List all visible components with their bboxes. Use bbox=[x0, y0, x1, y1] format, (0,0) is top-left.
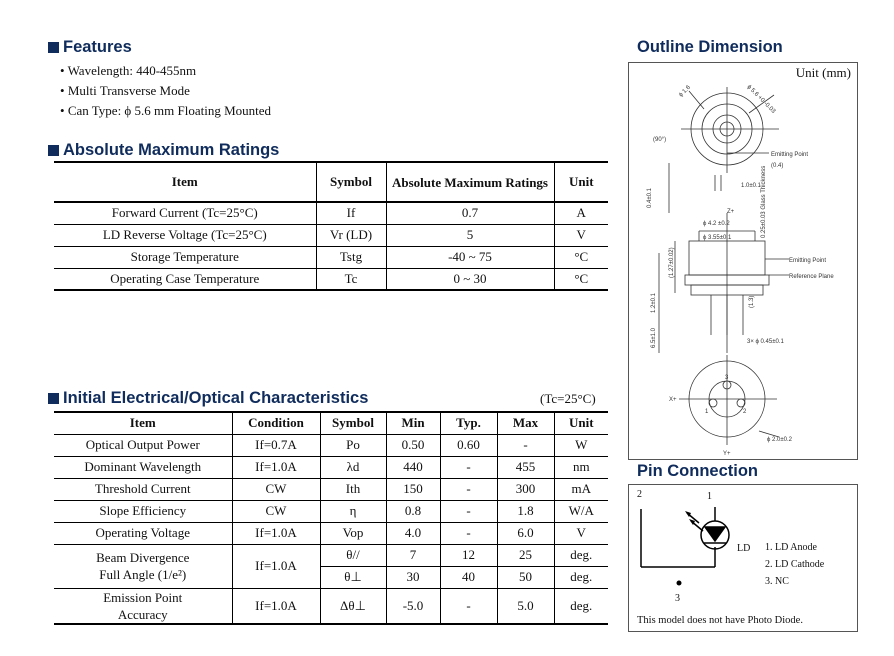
cell: deg. bbox=[554, 588, 608, 624]
cell bbox=[54, 588, 232, 624]
cell: 40 bbox=[440, 566, 497, 588]
cell: 0.7 bbox=[386, 202, 554, 224]
table-header-row bbox=[54, 412, 608, 434]
cell: Dominant Wavelength bbox=[54, 456, 232, 478]
dim-label: ϕ 1.6 bbox=[678, 84, 692, 99]
cell: 5 bbox=[386, 224, 554, 246]
cell: Optical Output Power bbox=[85, 437, 200, 452]
cell: If=1.0A bbox=[232, 544, 320, 588]
outline-drawing-box bbox=[628, 62, 858, 460]
cell: 0.8 bbox=[386, 500, 440, 522]
cell: 300 bbox=[497, 478, 554, 500]
features-list bbox=[60, 61, 271, 121]
cell: 440 bbox=[386, 456, 440, 478]
cell: Slope Efficiency bbox=[54, 500, 232, 522]
square-bullet-icon bbox=[48, 393, 59, 404]
header-cell: Absolute Maximum Ratings bbox=[386, 162, 554, 202]
cell: 0 ~ 30 bbox=[386, 268, 554, 290]
header-cell: Symbol bbox=[316, 162, 386, 202]
header-cell: Typ. bbox=[440, 412, 497, 434]
pin3-dot bbox=[677, 581, 682, 586]
cell: - bbox=[440, 588, 497, 624]
pin-legend bbox=[765, 539, 824, 590]
dim-label: (1.3) bbox=[749, 295, 755, 308]
cell: 0.60 bbox=[440, 434, 497, 456]
cell: Operating Case Temperature bbox=[54, 268, 316, 290]
cell: θ⊥ bbox=[320, 566, 386, 588]
legend-item: 2. LD Cathode bbox=[765, 559, 825, 570]
dim-label: 1 bbox=[705, 409, 709, 415]
dim-label: (90°) bbox=[653, 137, 667, 143]
cell: mA bbox=[554, 478, 608, 500]
amr-table bbox=[54, 161, 608, 291]
dim-label: (1.27±0.02) bbox=[669, 247, 675, 278]
header-cell: Max bbox=[497, 412, 554, 434]
cell: - bbox=[440, 522, 497, 544]
cell: λd bbox=[320, 456, 386, 478]
cell: If bbox=[316, 202, 386, 224]
pin-heading: Pin Connection bbox=[637, 462, 758, 480]
dim-label: 1.0±0.1 bbox=[741, 183, 761, 189]
cell bbox=[54, 544, 232, 588]
dim-label: Reference Plane bbox=[789, 274, 834, 280]
cell: Ith bbox=[320, 478, 386, 500]
table-row bbox=[54, 268, 608, 290]
cell: 1.8 bbox=[497, 500, 554, 522]
beam-line2: Full Angle (1/e²) bbox=[99, 567, 187, 582]
ld-label: LD bbox=[737, 543, 751, 554]
pin-diagram-box bbox=[628, 484, 858, 632]
cell: deg. bbox=[554, 566, 608, 588]
cell: If=1.0A bbox=[232, 522, 320, 544]
dim-label: ϕ 4.2 ±0.2 bbox=[703, 221, 730, 227]
dim-label: Z+ bbox=[727, 209, 735, 215]
cell: - bbox=[440, 456, 497, 478]
dim-label: Emitting Point bbox=[789, 258, 827, 264]
dim-label: 2 bbox=[743, 409, 747, 415]
cell: W/A bbox=[554, 500, 608, 522]
cell: θ// bbox=[320, 544, 386, 566]
header-cell: Symbol bbox=[320, 412, 386, 434]
cell: Δθ⊥ bbox=[320, 588, 386, 624]
table-row bbox=[54, 434, 608, 456]
cell: If=1.0A bbox=[232, 456, 320, 478]
cell: 455 bbox=[497, 456, 554, 478]
cell: W bbox=[554, 434, 608, 456]
table-row bbox=[54, 246, 608, 268]
cell: Vop bbox=[320, 522, 386, 544]
feature-item: • Wavelength: 440-455nm bbox=[60, 61, 271, 81]
dim-label: Y+ bbox=[723, 451, 731, 457]
cell: 7 bbox=[386, 544, 440, 566]
cell: Storage Temperature bbox=[54, 246, 316, 268]
table-row bbox=[54, 588, 608, 624]
cell: 4.0 bbox=[386, 522, 440, 544]
cell: V bbox=[554, 224, 608, 246]
dim-label: Emitting Point bbox=[771, 152, 809, 158]
cell: Forward Current (Tc=25°C) bbox=[111, 205, 258, 221]
cell: If=0.7A bbox=[232, 434, 320, 456]
cell: nm bbox=[554, 456, 608, 478]
cell: CW bbox=[232, 500, 320, 522]
cell: -40 ~ 75 bbox=[386, 246, 554, 268]
cell: 150 bbox=[386, 478, 440, 500]
ieoc-table bbox=[54, 411, 608, 625]
dim-label: ϕ 2.0±0.2 bbox=[767, 437, 793, 443]
cell: 0.50 bbox=[386, 434, 440, 456]
emission-line1: Emission Point bbox=[103, 589, 183, 605]
cell: - bbox=[497, 434, 554, 456]
dim-label: ϕ 5.6 +0 -0.03 bbox=[745, 84, 777, 115]
cell: 30 bbox=[386, 566, 440, 588]
cell: Tstg bbox=[316, 246, 386, 268]
emission-line2: Accuracy bbox=[117, 606, 168, 622]
amr-heading: Absolute Maximum Ratings bbox=[48, 141, 279, 160]
cell: If=1.0A bbox=[232, 588, 320, 624]
beam-line1: Beam Divergence bbox=[96, 550, 190, 565]
dim-label: (0.4) bbox=[771, 163, 784, 169]
dim-label: 1.2±0.1 bbox=[651, 293, 657, 313]
unit-label: Unit (mm) bbox=[795, 65, 851, 80]
dim-label: 0.25±0.03 Glass Thickness bbox=[761, 165, 767, 238]
outline-drawing bbox=[629, 63, 857, 459]
dim-label: 3 bbox=[725, 375, 729, 381]
dim-label: ϕ 3.55±0.1 bbox=[703, 235, 732, 241]
table-row bbox=[54, 202, 608, 224]
cell: Vr (LD) bbox=[316, 224, 386, 246]
table-header-row bbox=[54, 162, 608, 202]
pin3-label: 3 bbox=[675, 593, 680, 604]
cell: - bbox=[440, 500, 497, 522]
dim-label: 6.5±1.0 bbox=[651, 328, 657, 348]
table-row bbox=[54, 224, 608, 246]
table-row bbox=[54, 500, 608, 522]
cell: 6.0 bbox=[497, 522, 554, 544]
cell: Tc bbox=[316, 268, 386, 290]
header-cell: Min bbox=[386, 412, 440, 434]
table-row bbox=[54, 544, 608, 566]
cell: -5.0 bbox=[386, 588, 440, 624]
cell: °C bbox=[554, 246, 608, 268]
dim-label: 3× ϕ 0.45±0.1 bbox=[747, 339, 784, 345]
square-bullet-icon bbox=[48, 42, 59, 53]
cell: 12 bbox=[440, 544, 497, 566]
pin2-label: 2 bbox=[637, 489, 642, 500]
header-cell: Unit bbox=[554, 162, 608, 202]
cell: deg. bbox=[554, 544, 608, 566]
cell: °C bbox=[554, 268, 608, 290]
pin1-label: 1 bbox=[707, 491, 712, 502]
header-cell: Unit bbox=[554, 412, 608, 434]
cell: CW bbox=[232, 478, 320, 500]
cell: 50 bbox=[497, 566, 554, 588]
table-row bbox=[54, 456, 608, 478]
cell: η bbox=[320, 500, 386, 522]
legend-item: 1. LD Anode bbox=[765, 542, 817, 553]
header-cell: Condition bbox=[232, 412, 320, 434]
cell: V bbox=[554, 522, 608, 544]
cell: Po bbox=[320, 434, 386, 456]
square-bullet-icon bbox=[48, 145, 59, 156]
cell: LD Reverse Voltage (Tc=25°C) bbox=[54, 224, 316, 246]
features-heading: Features bbox=[48, 38, 132, 57]
ieoc-heading: Initial Electrical/Optical Characteristics bbox=[48, 389, 368, 408]
cell: 25 bbox=[497, 544, 554, 566]
cell: A bbox=[554, 202, 608, 224]
table-row bbox=[54, 522, 608, 544]
table-row bbox=[54, 478, 608, 500]
cell: Operating Voltage bbox=[54, 522, 232, 544]
header-cell: Item bbox=[129, 415, 156, 431]
dim-label: X+ bbox=[669, 397, 677, 403]
condition-note: (Tc=25°C) bbox=[540, 391, 596, 406]
feature-item: • Multi Transverse Mode bbox=[60, 81, 271, 101]
cell: - bbox=[440, 478, 497, 500]
legend-item: 3. NC bbox=[765, 576, 789, 587]
cell: 5.0 bbox=[497, 588, 554, 624]
dim-label: 0.4±0.1 bbox=[647, 188, 653, 208]
outline-heading: Outline Dimension bbox=[637, 38, 783, 56]
cell: Threshold Current bbox=[54, 478, 232, 500]
pin-note: This model does not have Photo Diode. bbox=[637, 615, 803, 626]
header-cell: Item bbox=[171, 174, 198, 189]
feature-item: • Can Type: ϕ 5.6 mm Floating Mounted bbox=[60, 101, 271, 121]
